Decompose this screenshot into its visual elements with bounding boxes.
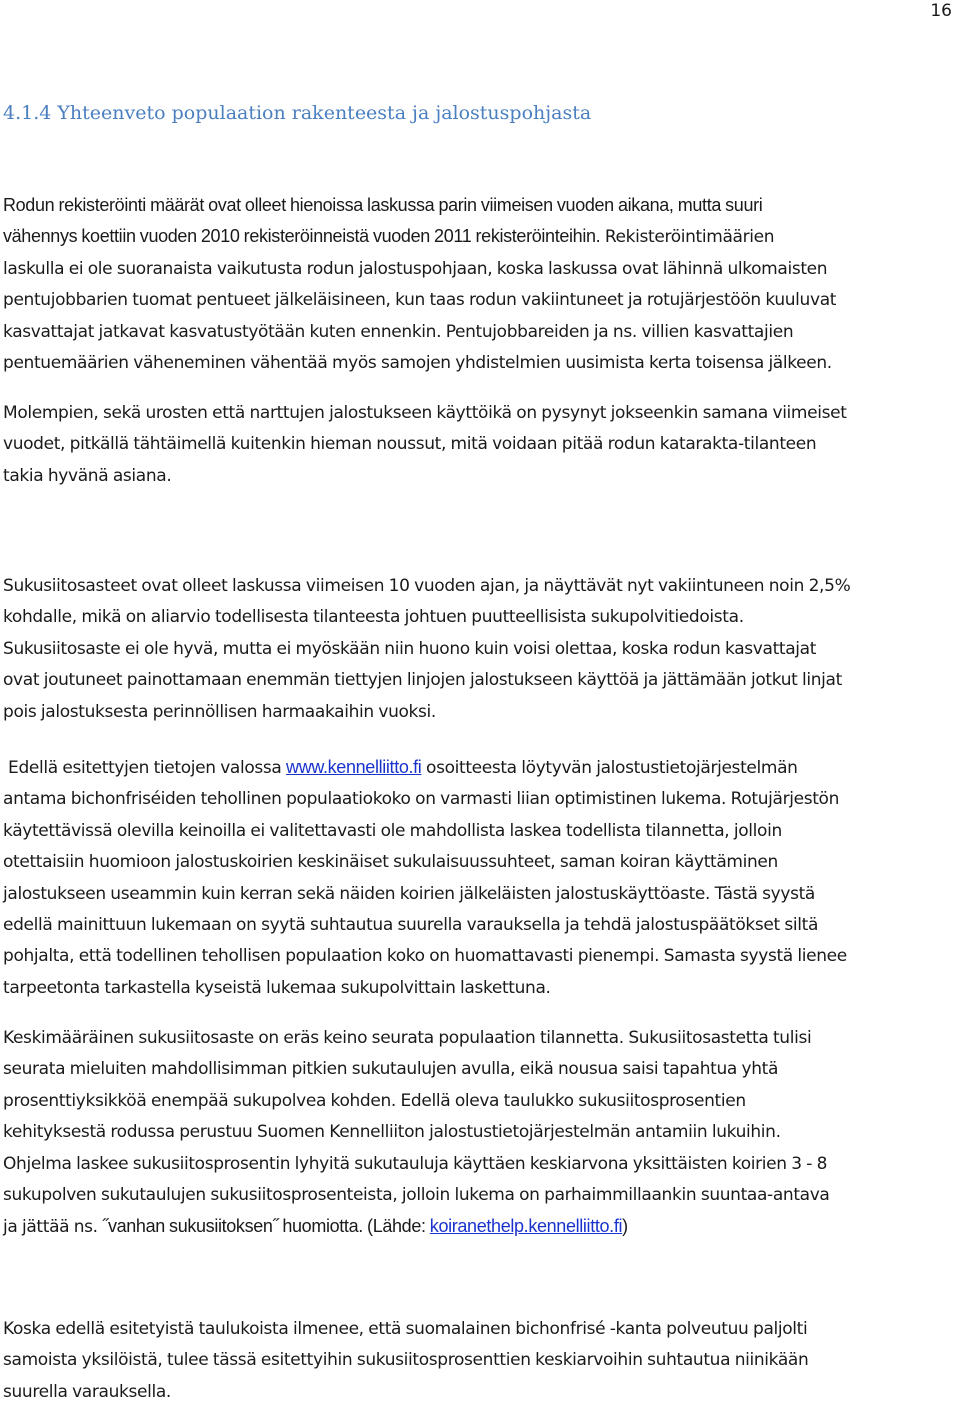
text-line: Ohjelma laskee sukusiitosprosentin lyhyitä sukutauluja käyttäen keskiarvona yksittäisten koirien 3 - 8 (3, 1153, 828, 1174)
paragraph-effective-population (3, 752, 958, 1004)
text-line: Keskimääräinen sukusiitosaste on eräs keino seurata populaation tilannetta. Sukusiitosastetta tulisi (3, 1028, 812, 1048)
text-line: samoista yksilöistä, tulee tässä esitettyihin sukusiitosprosenttien keskiarvoihin suhtautua niinikään (3, 1350, 809, 1371)
text-line: kohdalle, mikä on aliarvio todellisesta tilanteesta johtuen puutteellisista sukupolvitiedoista. (3, 607, 744, 628)
text-line: suurella varauksella. (3, 1381, 171, 1402)
text-line (3, 752, 958, 784)
text-line: pohjalta, että todellinen tehollisen populaation koko on huomattavasti pienempi. Samasta syystä lienee (3, 946, 847, 967)
text-line: käytettävissä olevilla keinoilla ei valitettavasti ole mahdollista laskea todellista tilannetta, jolloin (3, 820, 782, 841)
text-line: sukupolven sukutaulujen sukusiitosprosenteista, jolloin lukema on parhaimmillaankin suuntaa-antava (3, 1185, 830, 1206)
text-line: takia hyvänä asiana. (3, 465, 172, 486)
text-run: ja jättää ns. (3, 1217, 103, 1238)
text-run: vähennys koettiin vuoden 2010 rekisteröinneistä vuoden 2011 rekisteröinteihin. (3, 226, 601, 247)
paragraph-breeding-age (3, 398, 958, 492)
text-line: otettaisiin huomioon jalostuskoirien keskinäiset sukulaisuussuhteet, saman koiran käyttäminen (3, 852, 778, 873)
text-run: osoitteesta löytyvän jalostustietojärjestelmän (421, 758, 798, 778)
text-line: Sukusiitosaste ei ole hyvä, mutta ei myöskään niin huono kuin voisi olettaa, koska rodun kasvattajat (3, 638, 817, 659)
text-run: ˝vanhan sukusiitoksen˝ huomiotta. (Lähde: (102, 1216, 430, 1237)
text-line: Rodun rekisteröinti määrät ovat olleet hienoissa laskussa parin viimeisen vuoden aikana, mutta suuri (3, 195, 763, 215)
text-line (3, 221, 958, 253)
text-line: ovat joutuneet painottamaan enemmän tiettyjen linjojen jalostukseen käyttöä ja jättämään jotkut linjat (3, 670, 842, 691)
text-line: antama bichonfriséiden tehollinen populaatiokoko on varmasti liian optimistinen lukema. Rotujärjestön (3, 789, 839, 810)
text-line: Sukusiitosasteet ovat olleet laskussa viimeisen 10 vuoden ajan, ja näyttävät nyt vakiintuneen noin 2,5% (3, 576, 851, 596)
paragraph-registrations (3, 190, 958, 379)
text-line: pois jalostuksesta perinnöllisen harmaakaihin vuoksi. (3, 701, 436, 722)
text-line: vuodet, pitkällä tähtäimellä kuitenkin hieman noussut, mitä voidaan pitää rodun katarakta-tilanteen (3, 434, 817, 455)
paragraph-inbreeding-trend (3, 571, 958, 728)
text-line: Koska edellä esitetyistä taulukoista ilmenee, että suomalainen bichonfrisé -kanta polveutuu paljolti (3, 1319, 808, 1339)
text-run: Rekisteröintimäärien (600, 227, 775, 248)
text-line: tarpeetonta tarkastella kyseistä lukemaa sukupolvittain laskettuna. (3, 977, 551, 998)
text-line: laskulla ei ole suoranaista vaikutusta rodun jalostuspohjaan, koska laskussa ovat lähinnä ulkomaisten (3, 258, 828, 279)
text-line: seurata mieluiten mahdollisimman pitkien sukutaulujen avulla, eikä nousua saisi tapahtua yhtä (3, 1059, 779, 1080)
text-line: pentujobbarien tuomat pentueet jälkeläisineen, kun taas rodun vakiintuneet ja rotujärjestöön kuuluvat (3, 290, 837, 311)
text-line: Molempien, sekä urosten että narttujen jalostukseen käyttöikä on pysynyt jokseenkin samana viimeiset (3, 403, 847, 423)
text-line: edellä mainittuun lukemaan on syytä suhtautua suurella varauksella ja tehdä jalostuspäätökset siltä (3, 915, 819, 936)
paragraph-conclusion (3, 1314, 958, 1408)
page-number: 16 (930, 1, 952, 21)
section-heading: 4.1.4 Yhteenveto populaation rakenteesta ja jalostuspohjasta (3, 102, 592, 124)
text-run: Edellä esitettyjen tietojen valossa (3, 758, 287, 778)
text-line: pentuemäärien väheneminen vähentää myös samojen yhdistelmien uusimista kerta toisensa jälkeen. (3, 353, 832, 374)
text-run: ) (622, 1216, 628, 1237)
text-line (3, 1211, 958, 1243)
text-line: jalostukseen useammin kuin kerran sekä näiden koirien jälkeläisten jalostuskäyttöaste. Tästä syystä (3, 883, 815, 904)
text-line: kehityksestä rodussa perustuu Suomen Kennelliiton jalostustietojärjestelmän antamiin lukuihin. (3, 1122, 781, 1143)
paragraph-average-inbreeding (3, 1023, 958, 1244)
koiranethelp-link[interactable]: koiranethelp.kennelliitto.fi (429, 1216, 623, 1237)
text-line: prosenttiyksikköä enempää sukupolvea kohden. Edellä oleva taulukko sukusiitosprosentien (3, 1090, 746, 1111)
text-line: kasvattajat jatkavat kasvatustyötään kuten ennenkin. Pentujobbareiden ja ns. villien kasvattajien (3, 321, 794, 342)
kennelliitto-link[interactable]: www.kennelliitto.fi (286, 757, 422, 777)
